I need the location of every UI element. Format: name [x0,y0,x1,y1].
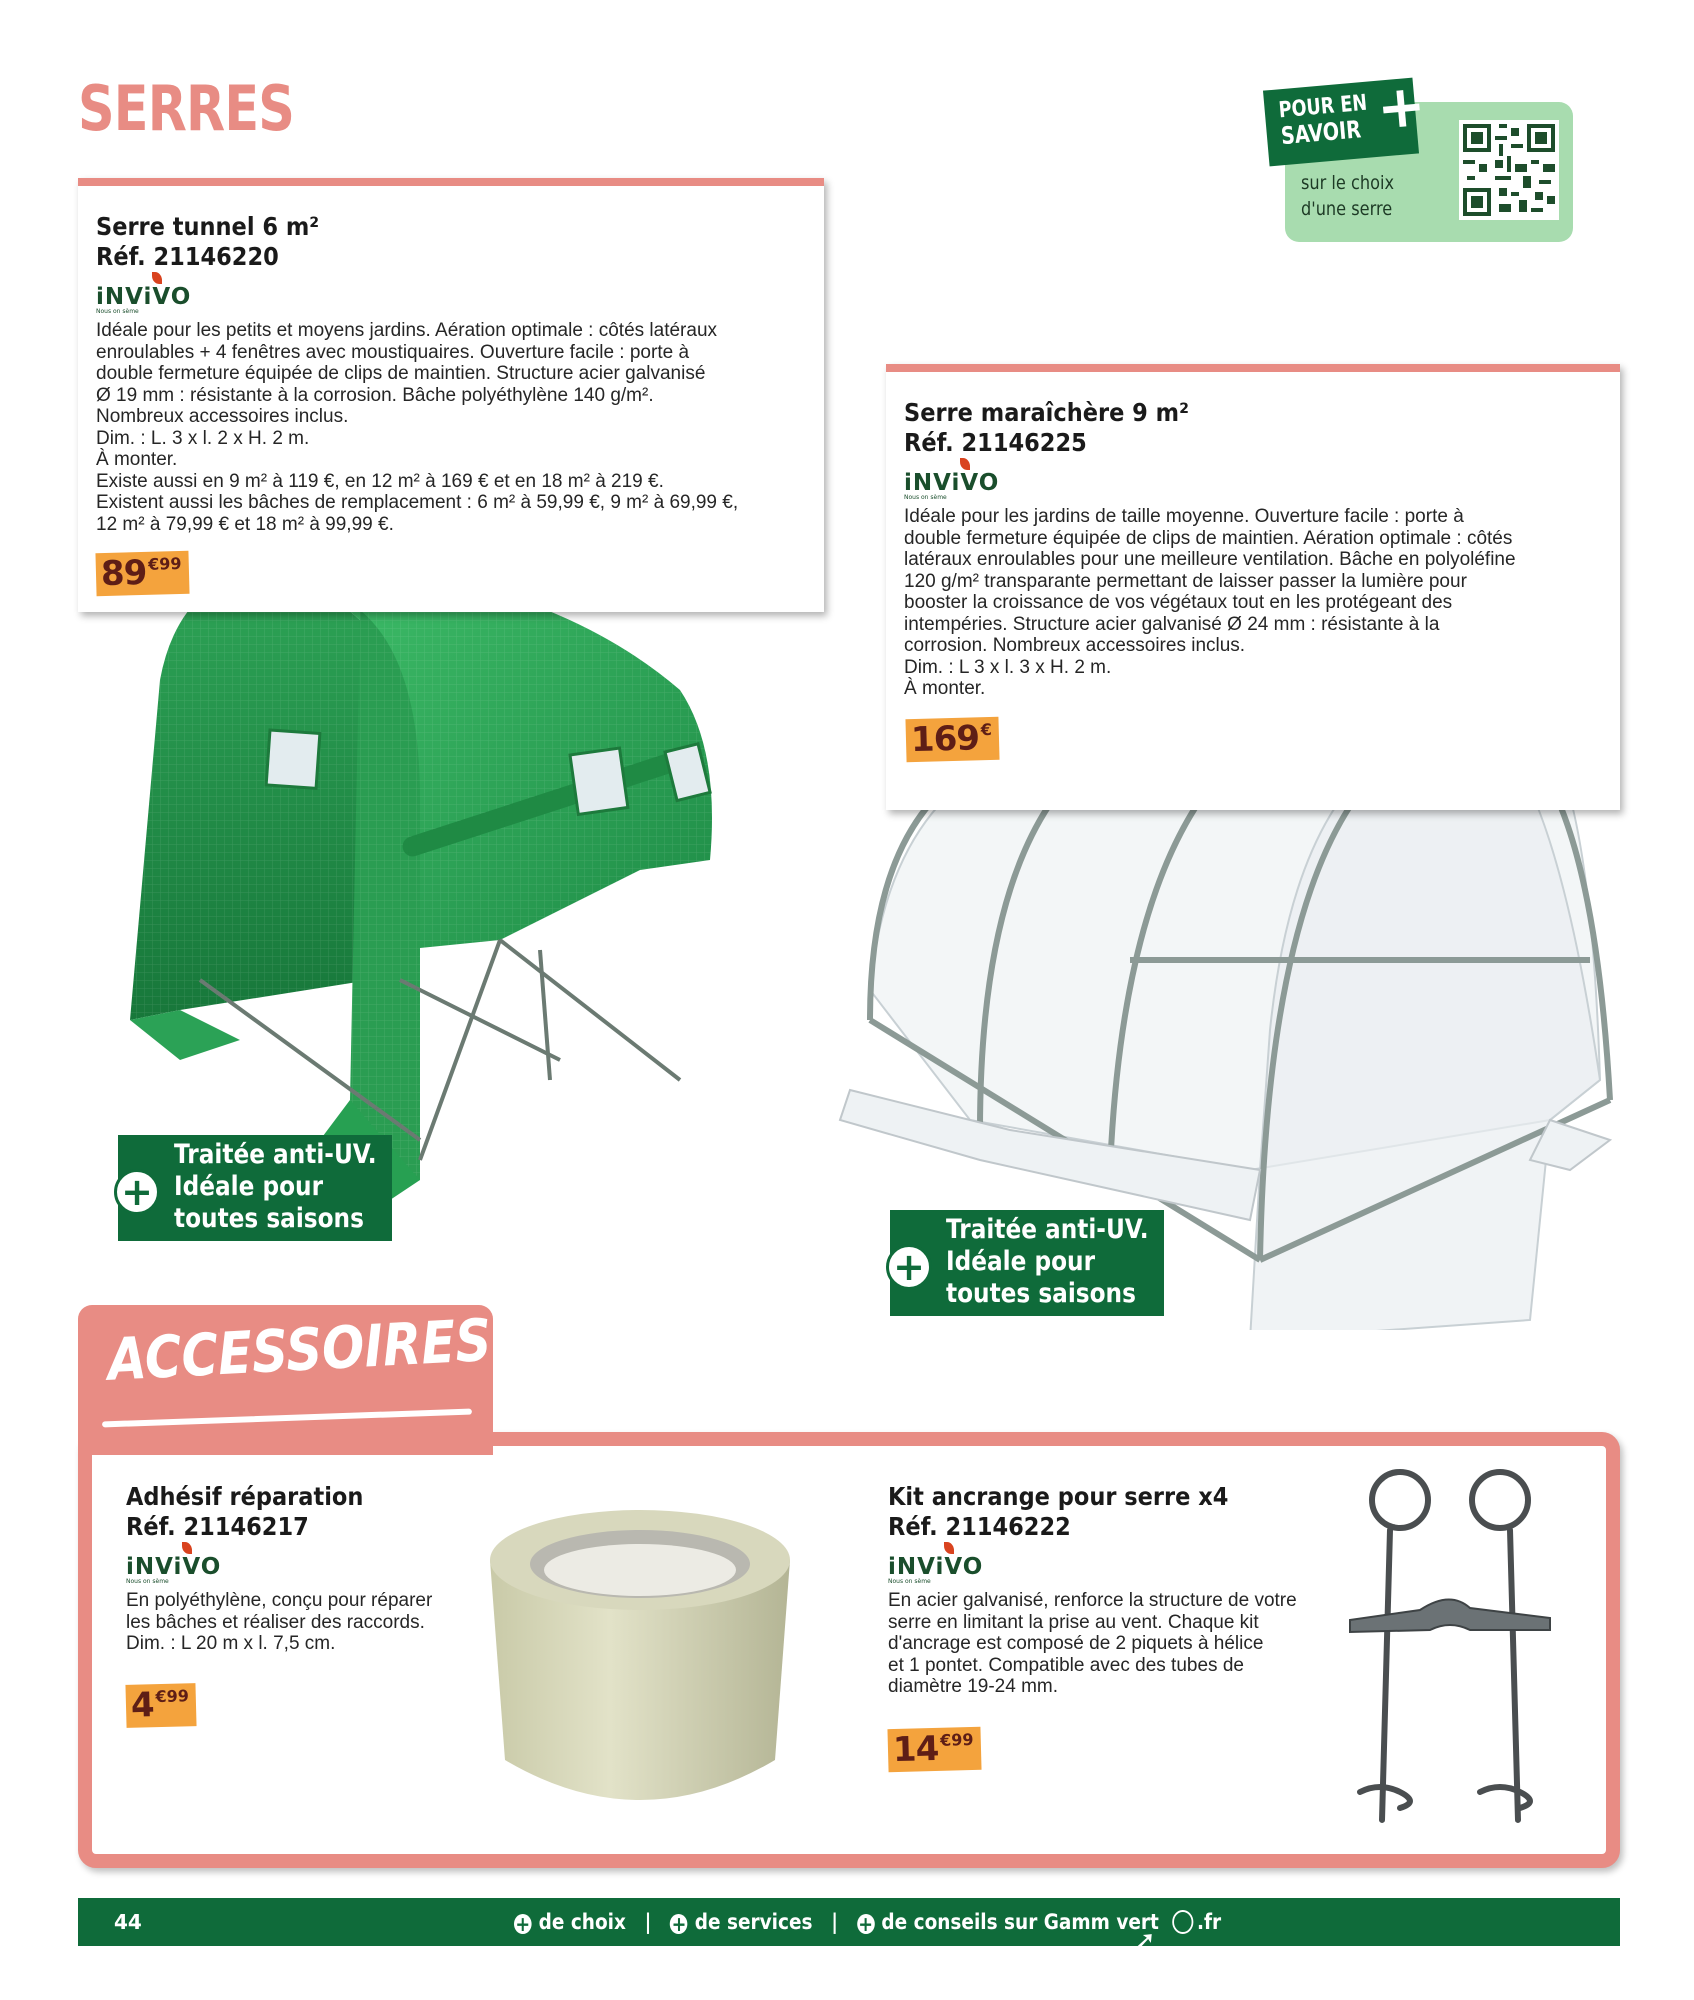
price-cents: €99 [939,1729,974,1750]
product-ref: Réf. 21146220 [96,242,279,271]
product-description: En polyéthylène, conçu pour réparer les bâches et réaliser des raccords. Dim. : L 20 m x l. 7,5 cm. [126,1590,433,1654]
qr-code-icon[interactable] [1459,120,1559,220]
footer-services: de services [694,1910,813,1934]
badge-line: toutes saisons [174,1203,364,1234]
brand-tagline: Nous on sème [904,494,947,501]
accessories-title: ACCESSOIRES [106,1305,493,1394]
brand-logo: iNViVO Nous on sème [96,286,186,316]
product-image-adhesive-tape [480,1500,800,1830]
brand-tagline: Nous on sème [888,1578,931,1585]
footer-choice: de choix [538,1910,626,1934]
badge-line: Idéale pour [946,1246,1096,1277]
price-integer: 169 [910,718,980,761]
footer-separator: | [644,1910,652,1934]
price-cents: € [980,719,993,740]
product-image-anchor-stakes [1340,1460,1560,1860]
product-title: Adhésif réparation [126,1482,364,1511]
price-tag [905,717,999,762]
leaf-icon [152,272,162,284]
plus-circle-icon: + [114,1169,160,1215]
product-title: Serre maraîchère 9 m² [904,398,1189,427]
plus-circle-icon: + [886,1244,932,1290]
product-ref: Réf. 21146217 [126,1512,309,1541]
feature-badge [890,1210,1164,1316]
brand-logo: iNViVO Nous on sème [888,1556,978,1586]
accessory-kit-ancrage [888,1482,1348,1698]
plus-icon: + [671,1912,687,1936]
brand-logo: iNViVO Nous on sème [904,472,994,502]
price-integer: 89 [100,552,147,595]
price-integer: 14 [892,1728,939,1771]
product-description: En acier galvanisé, renforce la structure de votre serre en limitant la prise au vent. Chaque kit d'ancrage est composé de 2 piquets à hélice et 1 pontet. Compatible avec des tubes de diamètre 19-24 mm. [888,1590,1297,1697]
footer-domain[interactable]: .fr [1196,1910,1222,1934]
info-label-line2: SAVOIR [1279,115,1363,151]
info-box[interactable] [1277,70,1573,242]
info-text [1301,170,1394,222]
plus-icon: + [858,1912,873,1936]
info-label [1263,70,1429,167]
accessory-adhesif [126,1482,506,1655]
product-title: Serre tunnel 6 m² [96,212,320,241]
price-cents: €99 [147,553,182,574]
product-description: Idéale pour les petits et moyens jardins. Aération optimale : côtés latéraux enroulables + 4 fenêtres avec moustiquaires. Ouverture facile : porte à double fermeture équipée de clips de maintien. Structure acier galvanisé Ø 19 mm : résistante à la corrosion. Bâche polyéthylène 140 g/m². Nombreux accessoires inclus. Dim. : L. 3 x l. 2 x H. 2 m. À monter. Existe aussi en 9 m² à 119 €, en 12 m² à 169 € et en 18 m² à 219 €. Existent aussi les bâches de remplacement : 6 m² à 59,99 €, 9 m² à 69,99 €, 12 m² à 79,99 € et 18 m² à 99,99 €. [96,320,739,535]
price-tag [95,551,189,596]
gamm-vert-logo-icon [1172,1910,1193,1934]
section-title: SERRES [78,72,295,145]
footer-bar [78,1898,1620,1956]
feature-badge [118,1135,392,1241]
badge-line: Idéale pour [174,1171,324,1202]
product-description: Idéale pour les jardins de taille moyenne. Ouverture facile : porte à double fermeture équipée de clips de maintien. Aération optimale : côtés latéraux enroulables pour une meilleure ventilation. Bâche en polyoléfine 120 g/m² transparante permettant de laisser passer la lumière pour booster la croissance de vos végétaux tout en les protégeant des intempéries. Structure acier galvanisé Ø 24 mm : résistante à la corrosion. Nombreux accessoires inclus. Dim. : L 3 x l. 3 x H. 2 m. À monter. [904,506,1516,699]
page-number: 44 [114,1910,142,1934]
info-label-line1: POUR EN [1277,90,1369,124]
price-integer: 4 [130,1685,155,1726]
brand-tagline: Nous on sème [96,308,139,315]
leaf-icon [944,1542,954,1554]
brand-logo: iNViVO Nous on sème [126,1556,216,1586]
info-text-line2: d'une serre [1301,198,1393,220]
price-cents: €99 [155,1686,190,1707]
plus-icon: + [515,1912,531,1936]
badge-line: Traitée anti-UV. [946,1214,1149,1245]
footer-separator: | [831,1910,839,1934]
accessories-underline [102,1409,472,1428]
plus-icon: + [1374,70,1429,143]
footer-advice-link[interactable]: de conseils sur Gamm vert [881,1910,1159,1934]
product-ref: Réf. 21146222 [888,1512,1071,1541]
brand-tagline: Nous on sème [126,1578,169,1585]
leaf-icon [182,1542,192,1554]
product-image-serre-tunnel [120,540,820,1230]
leaf-icon [960,458,970,470]
cursor-icon: ➚ [1134,1926,1156,1956]
price-tag [887,1727,981,1772]
badge-line: Traitée anti-UV. [174,1139,377,1170]
price-tag [125,1683,196,1728]
info-text-line1: sur le choix [1301,172,1395,194]
product-title: Kit ancrange pour serre x4 [888,1482,1229,1511]
product-card-serre-tunnel [78,178,824,612]
accessories-banner [78,1305,493,1455]
product-ref: Réf. 21146225 [904,428,1087,457]
badge-line: toutes saisons [946,1278,1136,1309]
footer-links [514,1908,1221,1936]
